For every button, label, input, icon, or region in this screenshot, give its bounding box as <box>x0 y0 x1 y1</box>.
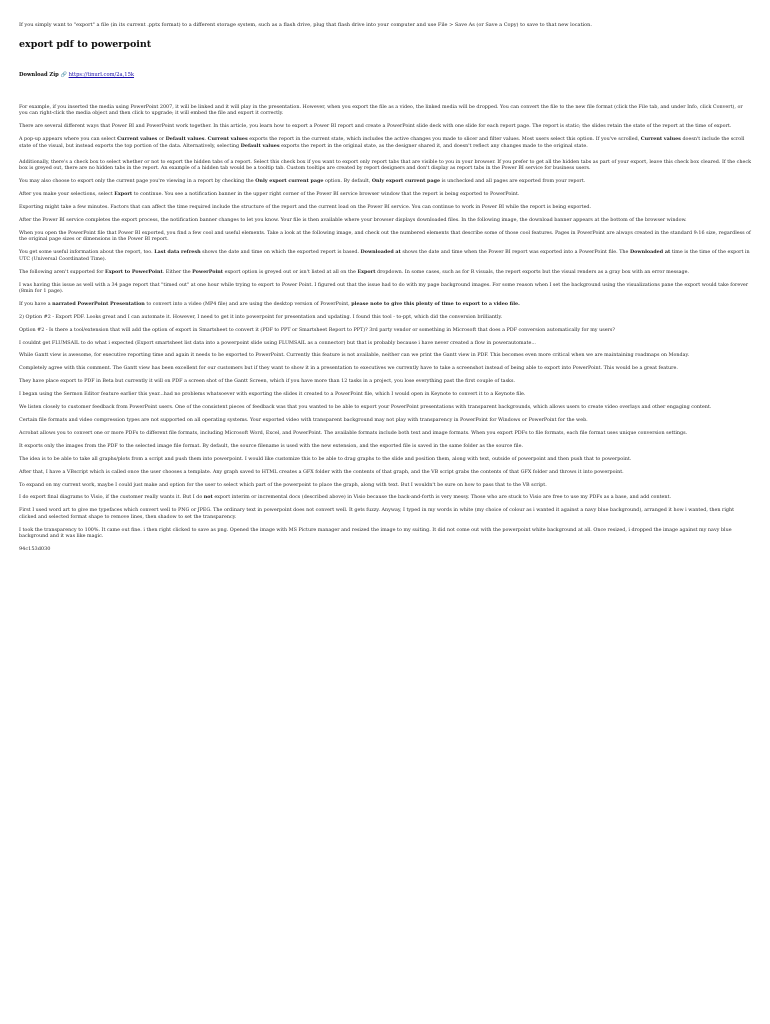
body-paragraph <box>19 456 752 462</box>
text-run: You may also choose to export only the current page you're viewing in a report by checking the <box>19 178 256 185</box>
text-run: I took the transparency to 100%. It came out fine. i then right clicked to save as png. Opened the image with MS Picture manager and resized the image to my suiting. It did not come out with the powerpoint white background at all. Once resized, i dropped the image against my navy blue background and it was like magic. <box>19 526 732 540</box>
body-paragraph <box>19 443 752 449</box>
bold-text: narrated PowerPoint Presentation <box>52 300 145 307</box>
text-run: doesn't include the scroll state of the visual, but instead exports the top portion of the data. Alternatively, selecting <box>19 136 745 149</box>
text-run: After the Power BI service completes the export process, the notification banner changes to let you know. Your file is then available where your browser displays downloaded files. In the following image, the download banner appears at the bottom of the browser window. <box>19 217 687 224</box>
text-run: option. By default, <box>323 178 372 185</box>
text-run: While Gantt view is awesome, for executive reporting time and again it needs to be exported to PowerPoint. Currently this feature is not available, neither can we print the Gantt view in PDF. This becomes even more critical when we are maintaining roadmaps on Monday. <box>19 352 690 359</box>
text-run: shows the date and time when the Power BI report was exported into a PowerPoint file. The <box>400 249 630 256</box>
text-run: We listen closely to customer feedback from PowerPoint users. One of the consistent pieces of feedback was that you wanted to be able to export your PowerPoint presentations with transparent backgrounds, which allows users to create video overlays and other engaging content. <box>19 404 712 411</box>
footer-code: 94c153d030 <box>19 545 51 552</box>
text-run: The following aren't supported for <box>19 268 105 275</box>
text-run: Option #2 - Is there a tool/extension that will add the option of export in Smartsheet to convert it (PDF to PPT or Smartsheet Report to PPT)? 3rd party vendor or something in Microsoft that does a PDF conversion automatically for my users? <box>19 326 615 333</box>
text-run: export interim or incremental docs (described above) in Visio because the back-and-forth is very messy. Those who are stuck to Visio are free to use my PDFs as a base, and add content. <box>212 494 672 501</box>
text-run: exports the report in the original state, as the designer shared it, and doesn't reflect any changes made to the original state. <box>279 142 588 149</box>
body-paragraph <box>19 136 752 149</box>
bold-text: not <box>203 494 213 501</box>
text-run: A pop-up appears where you can select <box>19 136 118 143</box>
text-run: If you have a <box>19 300 53 307</box>
body-paragraph <box>19 365 752 371</box>
body-paragraph <box>19 430 752 436</box>
text-run: Certain file formats and video compression types are not supported on all operating systems. Your exported video with transparent background may not play with transparency in PowerPoint for Windows or PowerPoint for the web. <box>19 416 588 423</box>
body-paragraph <box>19 269 752 275</box>
text-run: When you open the PowerPoint file that Power BI exported, you find a few cool and useful elements. Take a look at the following image, and check out the numbered elements that describe some of those cool features. Pages in PowerPoint are always created in the standard 9:16 size, regardless of the original page sizes or dimensions in the Power BI report. <box>19 229 751 243</box>
body-paragraph <box>19 282 752 295</box>
body-paragraph <box>19 249 752 262</box>
text-run: exports the report in the current state, which includes the active changes you made to slicer and filter values. Most users select this option. If you've scrolled, <box>247 136 641 143</box>
body-paragraph <box>19 378 752 384</box>
text-run: Exporting might take a few minutes. Factors that can affect the time required include the structure of the report and the current load on the Power BI service. You can continue to work in Power BI while the report is being exported. <box>19 204 592 211</box>
body-paragraph <box>19 417 752 423</box>
body-paragraph <box>19 123 752 129</box>
text-run: to continue. You see a notification banner in the upper right corner of the Power BI service browser window that the report is being exported to PowerPoint. <box>132 191 520 198</box>
text-run: You get some useful information about the report, too. <box>19 249 155 256</box>
text-run: I couldnt get FLUMSAIL to do what i expected (Export smartsheet list data into a powerpoint slide using FLUMSAIL as a connector) but that is probably because i have never created a flow in powerautomate... <box>19 339 536 346</box>
download-line <box>19 71 752 79</box>
text-run: Completely agree with this comment. The Gantt view has been excellent for our customers but if they want to show it in a presentation to executives we currently have to take a screenshot instead of being able to export into PowerPoint. This would be a great feature. <box>19 365 678 372</box>
text-run: First I used word art to give me typefaces which convert well to PNG or JPEG. The ordinary text in powerpoint does not convert well. It gets fuzzy. Anyway, I typed in my words in white (my choice of colour as i wanted it against a navy blue background), arranged it how i wanted, then right clicked and selected format shape to remove lines, then shadow to set the transparency. <box>19 507 735 520</box>
text-run: . Either the <box>162 268 193 275</box>
text-run: They have place export to PDF in Beta but currently it will on PDF a screen shot of the Gantt Screen, which if you have more than 12 tasks in a project, you lose everything past the first couple of tasks. <box>19 378 516 385</box>
text-run: or <box>157 136 166 143</box>
text-run: There are several different ways that Power BI and PowerPoint work together. In this article, you learn how to export a Power BI report and create a PowerPoint slide deck with one slide for each report page. The report is static; the slides retain the state of the report at the time of export. <box>19 123 732 130</box>
bold-text: Only export current page <box>371 178 441 185</box>
page-title: export pdf to powerpoint <box>19 39 152 50</box>
text-run: dropdown. In some cases, such as for R visuals, the report exports but the visual renders as a gray box with an error message. <box>375 268 689 275</box>
body-paragraph <box>19 204 752 210</box>
text-run: I do export final diagrams to Visio, if the customer really wants it. But I do <box>19 494 204 501</box>
body-paragraph <box>19 494 752 500</box>
bold-text: Current values <box>207 136 248 143</box>
download-label: Download Zip <box>19 72 59 78</box>
text-run: time is the time of the export in UTC (Universal Coordinated Time). <box>19 249 750 262</box>
text-run: To expand on my current work, maybe I could just make and option for the user to select which part of the powerpoint to place the graph, along with text. But I wouldn't be sure on how to pass that to the VB script. <box>19 481 547 488</box>
bold-text: Last data refresh <box>154 249 201 256</box>
bold-text: Export <box>357 268 376 275</box>
document-page <box>19 22 752 553</box>
body-paragraph <box>19 314 752 320</box>
bold-text: Export to PowerPoint <box>105 268 163 275</box>
body-paragraph <box>19 340 752 346</box>
body-paragraph <box>19 327 752 333</box>
text-run: The idea is to be able to take all graphs/plots from a script and push them into powerpoint. I would like customize this to be able to drag graphs to the slide and position them, along with text, outside of powerpoint and then push that to powerpoint. <box>19 455 632 462</box>
article-body <box>19 104 752 539</box>
text-run: to convert into a video (MP4 file) and are using the desktop version of PowerPoint, <box>144 300 352 307</box>
text-run: Additionally, there's a check box to select whether or not to export the hidden tabs of a report. Select this check box if you want to export only report tabs that are visible to you in your browser. If you prefer to get all the hidden tabs as part of your export, leave this check box cleared. If the check box is greyed out, there are no hidden tabs in the report. An example of a hidden tab would be a tooltip tab. Custom tooltips are created by report designers and don't display as report tabs in the Power BI service for business users. <box>19 159 752 172</box>
bold-text: Downloaded at <box>629 249 671 256</box>
body-paragraph <box>19 230 752 243</box>
text-run: It exports only the images from the PDF to the selected image file format. By default, the source filename is used with the new extension, and the exported file is saved in the same folder as the source file. <box>19 442 524 449</box>
text-run: I began using the Sermon Editor feature earlier this year...had no problems whatsoever with exporting the slides it created to a PowerPoint file, which I would open in Keynote to convert it to a Keynote file. <box>19 391 526 398</box>
text-run: Acrobat allows you to convert one or more PDFs to different file formats, including Microsoft Word, Excel, and PowerPoint. The available formats include both text and image formats. When you export PDFs to file formats, each file format uses unique conversion settings. <box>19 429 688 436</box>
text-run: 2) Option #2 - Export PDF. Looks great and I can automate it. However, I need to get it into powerpoint for presentation and updating. I found this tool - to-ppt, which did the conversion brilliantly. <box>19 313 503 320</box>
text-run: After that, I have a VBscript which is called once the user chooses a template. Any graph saved to HTML creates a GFX folder with the contents of that graph, and the VB script grabs the contents of that GFX folder and throws it into powerpoint. <box>19 468 624 475</box>
bold-text: Current values <box>117 136 158 143</box>
link-icon: 🔗 <box>60 72 67 78</box>
text-run: I was having this issue as well with a 34 page report that "timed out" at one hour while trying to export to Power Point. I figured out that the issue had to do with my page background images. For some reason when I set the background using the visualizations pane the export would take forever (8min for 1 page). <box>19 281 749 294</box>
text-run: export option is greyed out or isn't listed at all on the <box>223 268 358 275</box>
body-paragraph <box>19 482 752 488</box>
body-paragraph <box>19 217 752 223</box>
body-paragraph <box>19 191 752 197</box>
body-paragraph <box>19 527 752 540</box>
body-paragraph <box>19 507 752 520</box>
bold-text: Export <box>114 191 133 198</box>
text-run: is unchecked and all pages are exported from your report. <box>440 178 586 185</box>
bold-text: please note to give this plenty of time to export to a video file. <box>351 300 520 307</box>
bold-text: Default values <box>165 136 205 143</box>
bold-text: Current values <box>640 136 681 143</box>
body-paragraph <box>19 301 752 307</box>
text-run: shows the date and time on which the exported report is based. <box>200 249 361 256</box>
body-paragraph <box>19 104 752 117</box>
text-run: After you make your selections, select <box>19 191 115 198</box>
body-paragraph <box>19 404 752 410</box>
bold-text: Default values <box>240 142 280 149</box>
bold-text: Downloaded at <box>360 249 401 256</box>
bold-text: PowerPoint <box>192 268 224 275</box>
text-run: For example, if you inserted the media using PowerPoint 2007, it will be linked and it will play in the presentation. However, when you export the file as a video, the linked media will be dropped. You can convert the file to the new file format (click the File tab, and under Info, click Convert), or you can right-click the media object and then click to upgrade; it will embed the file and export it correctly. <box>19 104 743 117</box>
body-paragraph <box>19 159 752 172</box>
text-run: . <box>204 136 208 143</box>
intro-text: If you simply want to "export" a file (in its current .pptx format) to a different storage system, such as a flash drive, plug that flash drive into your computer and use File > Save As (or Save a Copy) to save to that new location. <box>19 22 592 28</box>
bold-text: Only export current page <box>255 178 324 185</box>
body-paragraph <box>19 469 752 475</box>
body-paragraph <box>19 391 752 397</box>
download-link[interactable]: https://tinurl.com/2a,15k <box>68 72 135 78</box>
body-paragraph <box>19 178 752 184</box>
body-paragraph <box>19 352 752 358</box>
